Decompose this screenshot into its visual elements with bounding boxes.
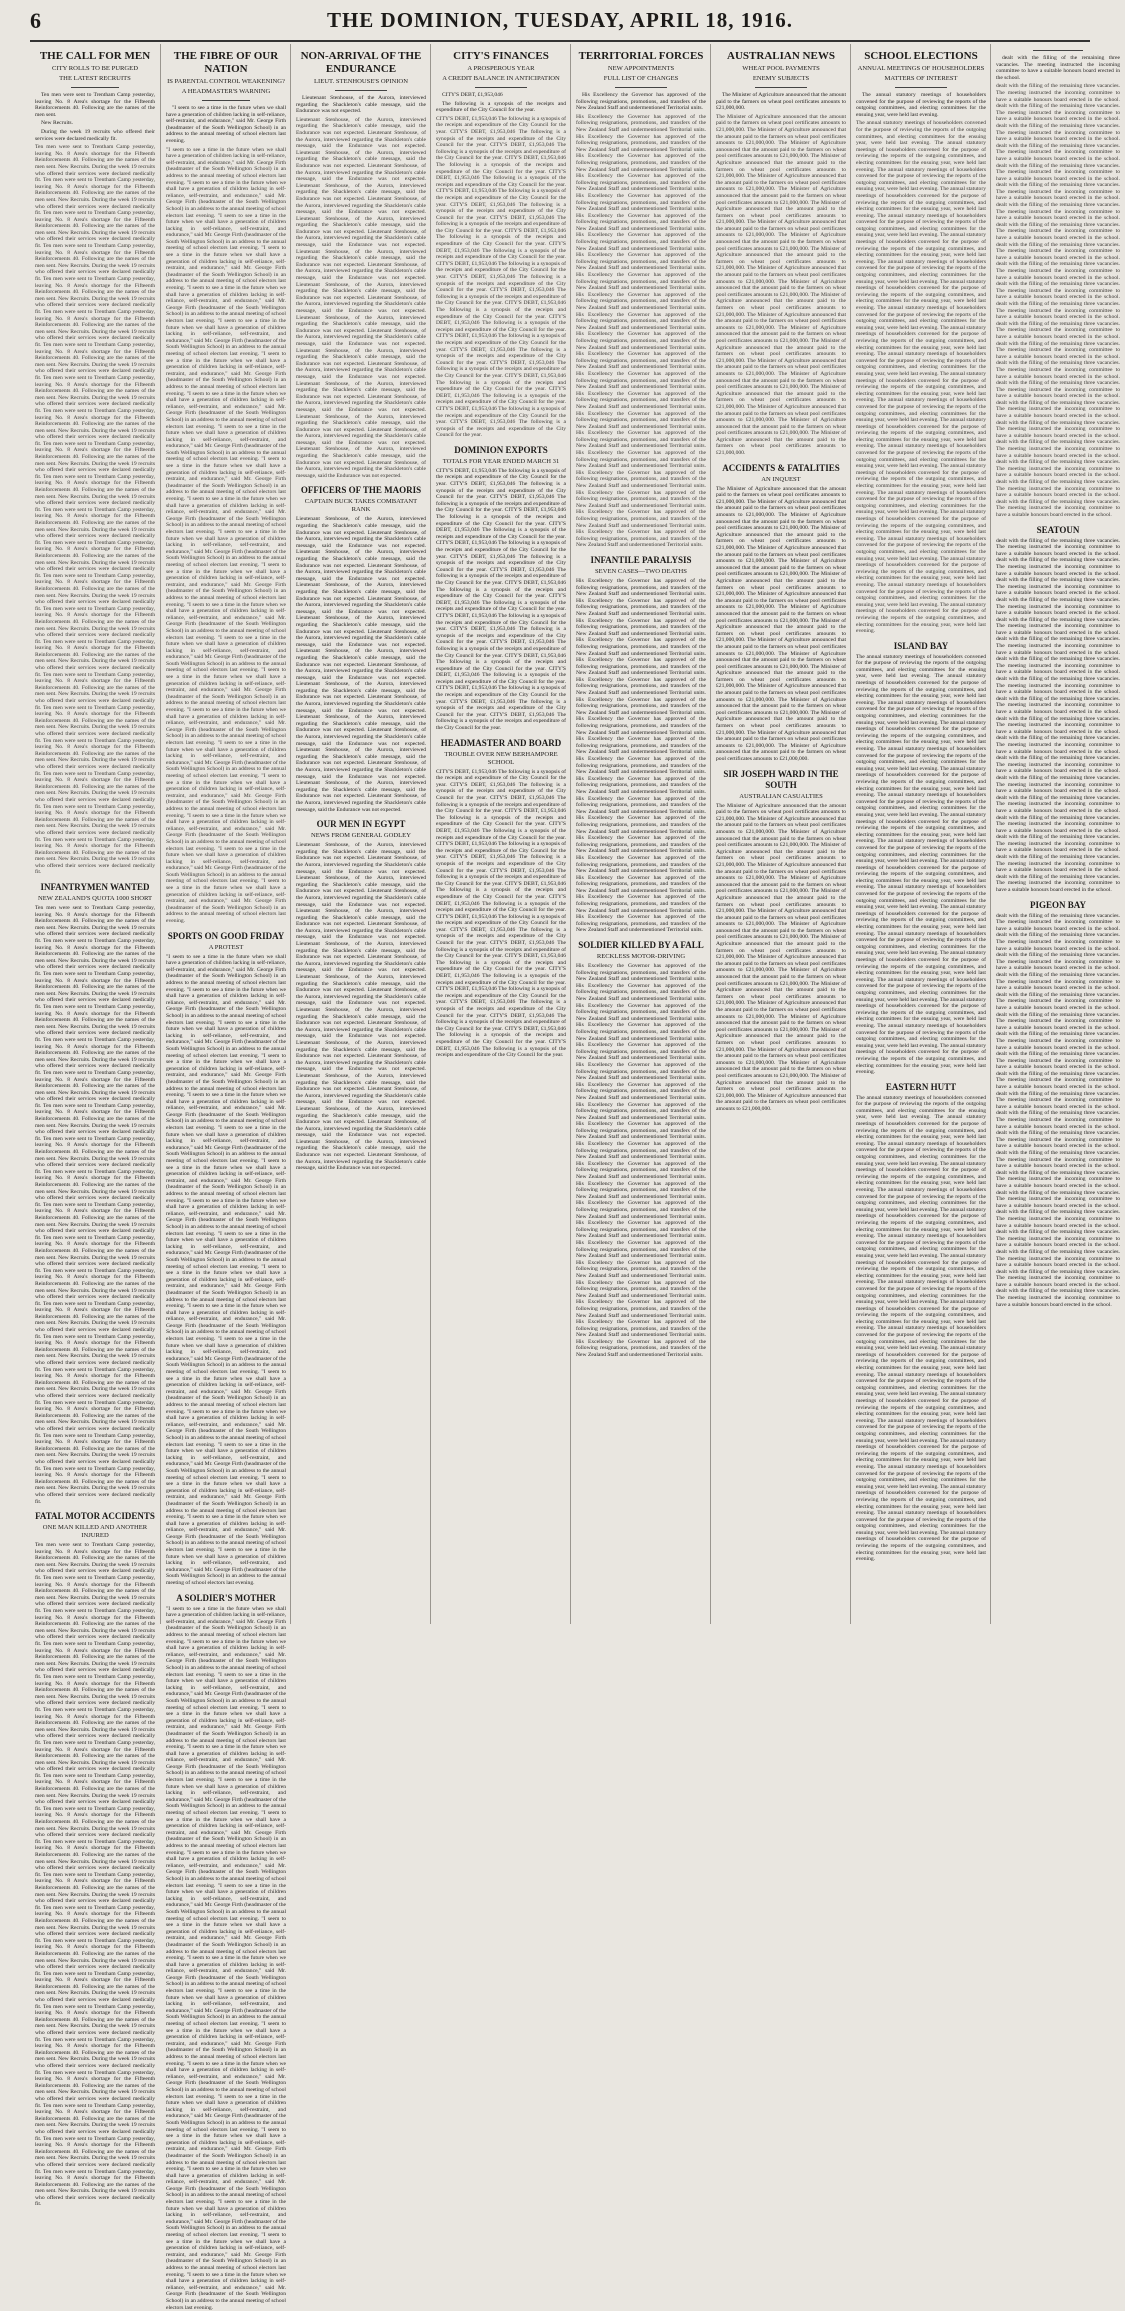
article-continuation: His Excellency the Governor has approved of the following resignations, promotions, and transfers of the New Zealand Staff and undermentioned Territorial units. His Excellency the Governor has approved of the following resignations, promotions, and transfers of the New Zealand Staff and undermentioned Territorial units. His Excellency the Governor has approved of the following resignations, promotions, and transfers of the New Zealand Staff and undermentioned Territorial units. His Excellency the Governor has approved of the following resignations, promotions, and transfers of the New Zealand Staff and undermentioned Territorial units. His Excellency the Governor has approved of the following resignations, promotions, and transfers of the New Zealand Staff and undermentioned Territorial units. His Excellency the Governor has approved of the following resignations, promotions, and transfers of the New Zealand Staff and undermentioned Territorial units. His Excellency the Governor has approved of the following resignations, promotions, and transfers of the New Zealand Staff and undermentioned Territorial units. His Excellency the Governor has approved of the following resignations, promotions, and transfers of the New Zealand Staff and undermentioned Territorial units. His Excellency the Governor has approved of the following resignations, promotions, and transfers of the New Zealand Staff and undermentioned Territorial units. His Excellency the Governor has approved of the following resignations, promotions, and transfers of the New Zealand Staff and undermentioned Territorial units. His Excellency the Governor has approved of the following resignations, promotions, and transfers of the New Zealand Staff and undermentioned Territorial units. His Excellency the Governor has approved of the following resignations, promotions, and transfers of the New Zealand Staff and undermentioned Territorial units. His Excellency the Governor has approved of the following resignations, promotions, and transfers of the New Zealand Staff and undermentioned Territorial units. His Excellency the Governor has approved of the following resignations, promotions, and transfers of the New Zealand Staff and undermentioned Territorial units. His Excellency the Governor has approved of the following resignations, promotions, and transfers of the New Zealand Staff and undermentioned Territorial units. His Excellency the Governor has approved of the following resignations, promotions, and transfers of the New Zealand Staff and undermentioned Territorial units. His Excellency the Governor has approved of the following resignations, promotions, and transfers of the New Zealand Staff and undermentioned Territorial units. His Excellency the Governor has approved of the following resignations, promotions, and transfers of the New Zealand Staff and undermentioned Territorial units. His Excellency the Governor has approved of the following resignations, promotions, and transfers of the New Zealand Staff and undermentioned Territorial units. His Excellency the Governor has approved of the following resignations, promotions, and transfers of the New Zealand Staff and undermentioned Territorial units. His Excellency the Governor has approved of the following resignations, promotions, and transfers of the New Zealand Staff and undermentioned Territorial units. His Excellency the Governor has approved of the following resignations, promotions, and transfers of the New Zealand Staff and undermentioned Territorial units. — [576, 113, 706, 549]
article-body-3: Lieutenant Stenhouse, of the Aurora, interviewed regarding the Shackleton's cable message, said the Endurance was not expected. Lieutenant Stenhouse, of the Aurora, interviewed regarding the Shackleton's cable message, said the Endurance was not expected. Lieutenant Stenhouse, of the Aurora, interviewed regarding the Shackleton's cable message, said the Endurance was not expected. Lieutenant Stenhouse, of the Aurora, interviewed regarding the Shackleton's cable message, said the Endurance was not expected. Lieutenant Stenhouse, of the Aurora, interviewed regarding the Shackleton's cable message, said the Endurance was not expected. Lieutenant Stenhouse, of the Aurora, interviewed regarding the Shackleton's cable message, said the Endurance was not expected. Lieutenant Stenhouse, of the Aurora, interviewed regarding the Shackleton's cable message, said the Endurance was not expected. Lieutenant Stenhouse, of the Aurora, interviewed regarding the Shackleton's cable message, said the Endurance was not expected. Lieutenant Stenhouse, of the Aurora, interviewed regarding the Shackleton's cable message, said the Endurance was not expected. Lieutenant Stenhouse, of the Aurora, interviewed regarding the Shackleton's cable message, said the Endurance was not expected. Lieutenant Stenhouse, of the Aurora, interviewed regarding the Shackleton's cable message, said the Endurance was not expected. Lieutenant Stenhouse, of the Aurora, interviewed regarding the Shackleton's cable message, said the Endurance was not expected. Lieutenant Stenhouse, of the Aurora, interviewed regarding the Shackleton's cable message, said the Endurance was not expected. Lieutenant Stenhouse, of the Aurora, interviewed regarding the Shackleton's cable message, said the Endurance was not expected. Lieutenant Stenhouse, of the Aurora, interviewed regarding the Shackleton's cable message, said the Endurance was not expected. Lieutenant Stenhouse, of the Aurora, interviewed regarding the Shackleton's cable message, said the Endurance was not expected. Lieutenant Stenhouse, of the Aurora, interviewed regarding the Shackleton's cable message, said the Endurance was not expected. Lieutenant Stenhouse, of the Aurora, interviewed regarding the Shackleton's cable message, said the Endurance was not expected. Lieutenant Stenhouse, of the Aurora, interviewed regarding the Shackleton's cable message, said the Endurance was not expected. Lieutenant Stenhouse, of the Aurora, interviewed regarding the Shackleton's cable message, said the Endurance was not expected. — [296, 842, 426, 1172]
article-body-3: "I seem to see a time in the future when we shall have a generation of children lacking in self-reliance, self-restraint, and endurance," said Mr. George Firth (headmaster of the South Wellington School) in an address to the annual meeting of school electors last evening. "I seem to see a time in the future when we shall have a generation of children lacking in self-reliance, self-restraint, and endurance," said Mr. George Firth (headmaster of the South Wellington School) in an address to the annual meeting of school electors last evening. "I seem to see a time in the future when we shall have a generation of children lacking in self-reliance, self-restraint, and endurance," said Mr. George Firth (headmaster of the South Wellington School) in an address to the annual meeting of school electors last evening. "I seem to see a time in the future when we shall have a generation of children lacking in self-reliance, self-restraint, and endurance," said Mr. George Firth (headmaster of the South Wellington School) in an address to the annual meeting of school electors last evening. "I seem to see a time in the future when we shall have a generation of children lacking in self-reliance, self-restraint, and endurance," said Mr. George Firth (headmaster of the South Wellington School) in an address to the annual meeting of school electors last evening. "I seem to see a time in the future when we shall have a generation of children lacking in self-reliance, self-restraint, and endurance," said Mr. George Firth (headmaster of the South Wellington School) in an address to the annual meeting of school electors last evening. "I seem to see a time in the future when we shall have a generation of children lacking in self-reliance, self-restraint, and endurance," said Mr. George Firth (headmaster of the South Wellington School) in an address to the annual meeting of school electors last evening. "I seem to see a time in the future when we shall have a generation of children lacking in self-reliance, self-restraint, and endurance," said Mr. George Firth (headmaster of the South Wellington School) in an address to the annual meeting of school electors last evening. "I seem to see a time in the future when we shall have a generation of children lacking in self-reliance, self-restraint, and endurance," said Mr. George Firth (headmaster of the South Wellington School) in an address to the annual meeting of school electors last evening. "I seem to see a time in the future when we shall have a generation of children lacking in self-reliance, self-restraint, and endurance," said Mr. George Firth (headmaster of the South Wellington School) in an address to the annual meeting of school electors last evening. "I seem to see a time in the future when we shall have a generation of children lacking in self-reliance, self-restraint, and endurance," said Mr. George Firth (headmaster of the South Wellington School) in an address to the annual meeting of school electors last evening. "I seem to see a time in the future when we shall have a generation of children lacking in self-reliance, self-restraint, and endurance," said Mr. George Firth (headmaster of the South Wellington School) in an address to the annual meeting of school electors last evening. "I seem to see a time in the future when we shall have a generation of children lacking in self-reliance, self-restraint, and endurance," said Mr. George Firth (headmaster of the South Wellington School) in an address to the annual meeting of school electors last evening. "I seem to see a time in the future when we shall have a generation of children lacking in self-reliance, self-restraint, and endurance," said Mr. George Firth (headmaster of the South Wellington School) in an address to the annual meeting of school electors last evening. "I seem to see a time in the future when we shall have a generation of children lacking in self-reliance, self-restraint, and endurance," said Mr. George Firth (headmaster of the South Wellington School) in an address to the annual meeting of school electors last evening. "I seem to see a time in the future when we shall have a generation of children lacking in self-reliance, self-restraint, and endurance," said Mr. George Firth (headmaster of the South Wellington School) in an address to the annual meeting of school electors last evening. "I seem to see a time in the future when we shall have a generation of children lacking in self-reliance, self-restraint, and endurance," said Mr. George Firth (headmaster of the South Wellington School) in an address to the annual meeting of school electors last evening. "I seem to see a time in the future when we shall have a generation of children lacking in self-reliance, self-restraint, and endurance," said Mr. George Firth (headmaster of the South Wellington School) in an address to the annual meeting of school electors last evening. "I seem to see a time in the future when we shall have a generation of children lacking in self-reliance, self-restraint, and endurance," said Mr. George Firth (headmaster of the South Wellington School) in an address to the annual meeting of school electors last evening. "I seem to see a time in the future when we shall have a generation of children lacking in self-reliance, self-restraint, and endurance," said Mr. George Firth (headmaster of the South Wellington School) in an address to the annual meeting of school electors last evening. — [166, 1605, 286, 2311]
article-body — [296, 95, 426, 115]
rule — [475, 87, 527, 88]
headline-3: HEADMASTER AND BOARD — [440, 737, 562, 748]
headline-2: OFFICERS OF THE MAORIS — [300, 485, 422, 496]
article-body-3: Ten men were sent to Trentham Camp yesterday, leaving No. 8 Area's shortage for the Fifteenth Reinforcements 40. Following are the names of the men sent. New Recruits. During the week 19 recruits who offered their services were declared medically fit. Ten men were sent to Trentham Camp yesterday, leaving No. 8 Area's shortage for the Fifteenth Reinforcements 40. Following are the names of the men sent. New Recruits. During the week 19 recruits who offered their services were declared medically fit. Ten men were sent to Trentham Camp yesterday, leaving No. 8 Area's shortage for the Fifteenth Reinforcements 40. Following are the names of the men sent. New Recruits. During the week 19 recruits who offered their services were declared medically fit. Ten men were sent to Trentham Camp yesterday, leaving No. 8 Area's shortage for the Fifteenth Reinforcements 40. Following are the names of the men sent. New Recruits. During the week 19 recruits who offered their services were declared medically fit. Ten men were sent to Trentham Camp yesterday, leaving No. 8 Area's shortage for the Fifteenth Reinforcements 40. Following are the names of the men sent. New Recruits. During the week 19 recruits who offered their services were declared medically fit. Ten men were sent to Trentham Camp yesterday, leaving No. 8 Area's shortage for the Fifteenth Reinforcements 40. Following are the names of the men sent. New Recruits. During the week 19 recruits who offered their services were declared medically fit. Ten men were sent to Trentham Camp yesterday, leaving No. 8 Area's shortage for the Fifteenth Reinforcements 40. Following are the names of the men sent. New Recruits. During the week 19 recruits who offered their services were declared medically fit. Ten men were sent to Trentham Camp yesterday, leaving No. 8 Area's shortage for the Fifteenth Reinforcements 40. Following are the names of the men sent. New Recruits. During the week 19 recruits who offered their services were declared medically fit. Ten men were sent to Trentham Camp yesterday, leaving No. 8 Area's shortage for the Fifteenth Reinforcements 40. Following are the names of the men sent. New Recruits. During the week 19 recruits who offered their services were declared medically fit. Ten men were sent to Trentham Camp yesterday, leaving No. 8 Area's shortage for the Fifteenth Reinforcements 40. Following are the names of the men sent. New Recruits. During the week 19 recruits who offered their services were declared medically fit. Ten men were sent to Trentham Camp yesterday, leaving No. 8 Area's shortage for the Fifteenth Reinforcements 40. Following are the names of the men sent. New Recruits. During the week 19 recruits who offered their services were declared medically fit. Ten men were sent to Trentham Camp yesterday, leaving No. 8 Area's shortage for the Fifteenth Reinforcements 40. Following are the names of the men sent. New Recruits. During the week 19 recruits who offered their services were declared medically fit. Ten men were sent to Trentham Camp yesterday, leaving No. 8 Area's shortage for the Fifteenth Reinforcements 40. Following are the names of the men sent. New Recruits. During the week 19 recruits who offered their services were declared medically fit. Ten men were sent to Trentham Camp yesterday, leaving No. 8 Area's shortage for the Fifteenth Reinforcements 40. Following are the names of the men sent. New Recruits. During the week 19 recruits who offered their services were declared medically fit. Ten men were sent to Trentham Camp yesterday, leaving No. 8 Area's shortage for the Fifteenth Reinforcements 40. Following are the names of the men sent. New Recruits. During the week 19 recruits who offered their services were declared medically fit. Ten men were sent to Trentham Camp yesterday, leaving No. 8 Area's shortage for the Fifteenth Reinforcements 40. Following are the names of the men sent. New Recruits. During the week 19 recruits who offered their services were declared medically fit. Ten men were sent to Trentham Camp yesterday, leaving No. 8 Area's shortage for the Fifteenth Reinforcements 40. Following are the names of the men sent. New Recruits. During the week 19 recruits who offered their services were declared medically fit. Ten men were sent to Trentham Camp yesterday, leaving No. 8 Area's shortage for the Fifteenth Reinforcements 40. Following are the names of the men sent. New Recruits. During the week 19 recruits who offered their services were declared medically fit. Ten men were sent to Trentham Camp yesterday, leaving No. 8 Area's shortage for the Fifteenth Reinforcements 40. Following are the names of the men sent. New Recruits. During the week 19 recruits who offered their services were declared medically fit. Ten men were sent to Trentham Camp yesterday, leaving No. 8 Area's shortage for the Fifteenth Reinforcements 40. Following are the names of the men sent. New Recruits. During the week 19 recruits who offered their services were declared medically fit. — [35, 1542, 155, 2208]
rule — [335, 90, 387, 91]
article-body-3: His Excellency the Governor has approved of the following resignations, promotions, and transfers of the New Zealand Staff and undermentioned Territorial units. His Excellency the Governor has approved of the following resignations, promotions, and transfers of the New Zealand Staff and undermentioned Territorial units. His Excellency the Governor has approved of the following resignations, promotions, and transfers of the New Zealand Staff and undermentioned Territorial units. His Excellency the Governor has approved of the following resignations, promotions, and transfers of the New Zealand Staff and undermentioned Territorial units. His Excellency the Governor has approved of the following resignations, promotions, and transfers of the New Zealand Staff and undermentioned Territorial units. His Excellency the Governor has approved of the following resignations, promotions, and transfers of the New Zealand Staff and undermentioned Territorial units. His Excellency the Governor has approved of the following resignations, promotions, and transfers of the New Zealand Staff and undermentioned Territorial units. His Excellency the Governor has approved of the following resignations, promotions, and transfers of the New Zealand Staff and undermentioned Territorial units. His Excellency the Governor has approved of the following resignations, promotions, and transfers of the New Zealand Staff and undermentioned Territorial units. His Excellency the Governor has approved of the following resignations, promotions, and transfers of the New Zealand Staff and undermentioned Territorial units. His Excellency the Governor has approved of the following resignations, promotions, and transfers of the New Zealand Staff and undermentioned Territorial units. His Excellency the Governor has approved of the following resignations, promotions, and transfers of the New Zealand Staff and undermentioned Territorial units. His Excellency the Governor has approved of the following resignations, promotions, and transfers of the New Zealand Staff and undermentioned Territorial units. His Excellency the Governor has approved of the following resignations, promotions, and transfers of the New Zealand Staff and undermentioned Territorial units. His Excellency the Governor has approved of the following resignations, promotions, and transfers of the New Zealand Staff and undermentioned Territorial units. His Excellency the Governor has approved of the following resignations, promotions, and transfers of the New Zealand Staff and undermentioned Territorial units. His Excellency the Governor has approved of the following resignations, promotions, and transfers of the New Zealand Staff and undermentioned Territorial units. His Excellency the Governor has approved of the following resignations, promotions, and transfers of the New Zealand Staff and undermentioned Territorial units. His Excellency the Governor has approved of the following resignations, promotions, and transfers of the New Zealand Staff and undermentioned Territorial units. His Excellency the Governor has approved of the following resignations, promotions, and transfers of the New Zealand Staff and undermentioned Territorial units. — [576, 963, 706, 1359]
subhead: A CREDIT BALANCE IN ANTICIPATION — [442, 75, 560, 82]
paragraph: His Excellency the Governor has approved of the following resignations, promotions, and transfers of the New Zealand Staff and undermentioned Territorial units. — [576, 92, 706, 112]
column-1 — [30, 44, 160, 2208]
deck-2: TOTALS FOR YEAR ENDED MARCH 31 — [442, 457, 560, 465]
article-body — [35, 92, 155, 142]
headline-3: SIR JOSEPH WARD IN THE SOUTH — [723, 768, 839, 790]
headline-3: OUR MEN IN EGYPT — [316, 819, 406, 830]
article-body-3: The Minister of Agriculture announced that the amount paid to the farmers on wheat pool certificates amounts to £21,000,000. The Minister of Agriculture announced that the amount paid to the farmers on wheat pool certificates amounts to £21,000,000. The Minister of Agriculture announced that the amount paid to the farmers on wheat pool certificates amounts to £21,000,000. The Minister of Agriculture announced that the amount paid to the farmers on wheat pool certificates amounts to £21,000,000. The Minister of Agriculture announced that the amount paid to the farmers on wheat pool certificates amounts to £21,000,000. The Minister of Agriculture announced that the amount paid to the farmers on wheat pool certificates amounts to £21,000,000. The Minister of Agriculture announced that the amount paid to the farmers on wheat pool certificates amounts to £21,000,000. The Minister of Agriculture announced that the amount paid to the farmers on wheat pool certificates amounts to £21,000,000. The Minister of Agriculture announced that the amount paid to the farmers on wheat pool certificates amounts to £21,000,000. The Minister of Agriculture announced that the amount paid to the farmers on wheat pool certificates amounts to £21,000,000. The Minister of Agriculture announced that the amount paid to the farmers on wheat pool certificates amounts to £21,000,000. The Minister of Agriculture announced that the amount paid to the farmers on wheat pool certificates amounts to £21,000,000. The Minister of Agriculture announced that the amount paid to the farmers on wheat pool certificates amounts to £21,000,000. The Minister of Agriculture announced that the amount paid to the farmers on wheat pool certificates amounts to £21,000,000. The Minister of Agriculture announced that the amount paid to the farmers on wheat pool certificates amounts to £21,000,000. The Minister of Agriculture announced that the amount paid to the farmers on wheat pool certificates amounts to £21,000,000. The Minister of Agriculture announced that the amount paid to the farmers on wheat pool certificates amounts to £21,000,000. The Minister of Agriculture announced that the amount paid to the farmers on wheat pool certificates amounts to £21,000,000. The Minister of Agriculture announced that the amount paid to the farmers on wheat pool certificates amounts to £21,000,000. The Minister of Agriculture announced that the amount paid to the farmers on wheat pool certificates amounts to £21,000,000. — [716, 802, 846, 1112]
article-body-2: Lieutenant Stenhouse, of the Aurora, interviewed regarding the Shackleton's cable message, said the Endurance was not expected. Lieutenant Stenhouse, of the Aurora, interviewed regarding the Shackleton's cable message, said the Endurance was not expected. Lieutenant Stenhouse, of the Aurora, interviewed regarding the Shackleton's cable message, said the Endurance was not expected. Lieutenant Stenhouse, of the Aurora, interviewed regarding the Shackleton's cable message, said the Endurance was not expected. Lieutenant Stenhouse, of the Aurora, interviewed regarding the Shackleton's cable message, said the Endurance was not expected. Lieutenant Stenhouse, of the Aurora, interviewed regarding the Shackleton's cable message, said the Endurance was not expected. Lieutenant Stenhouse, of the Aurora, interviewed regarding the Shackleton's cable message, said the Endurance was not expected. Lieutenant Stenhouse, of the Aurora, interviewed regarding the Shackleton's cable message, said the Endurance was not expected. Lieutenant Stenhouse, of the Aurora, interviewed regarding the Shackleton's cable message, said the Endurance was not expected. Lieutenant Stenhouse, of the Aurora, interviewed regarding the Shackleton's cable message, said the Endurance was not expected. Lieutenant Stenhouse, of the Aurora, interviewed regarding the Shackleton's cable message, said the Endurance was not expected. Lieutenant Stenhouse, of the Aurora, interviewed regarding the Shackleton's cable message, said the Endurance was not expected. Lieutenant Stenhouse, of the Aurora, interviewed regarding the Shackleton's cable message, said the Endurance was not expected. Lieutenant Stenhouse, of the Aurora, interviewed regarding the Shackleton's cable message, said the Endurance was not expected. Lieutenant Stenhouse, of the Aurora, interviewed regarding the Shackleton's cable message, said the Endurance was not expected. Lieutenant Stenhouse, of the Aurora, interviewed regarding the Shackleton's cable message, said the Endurance was not expected. Lieutenant Stenhouse, of the Aurora, interviewed regarding the Shackleton's cable message, said the Endurance was not expected. Lieutenant Stenhouse, of the Aurora, interviewed regarding the Shackleton's cable message, said the Endurance was not expected. — [296, 516, 426, 813]
article-body-2: "I seem to see a time in the future when we shall have a generation of children lacking in self-reliance, self-restraint, and endurance," said Mr. George Firth (headmaster of the South Wellington School) in an address to the annual meeting of school electors last evening. "I seem to see a time in the future when we shall have a generation of children lacking in self-reliance, self-restraint, and endurance," said Mr. George Firth (headmaster of the South Wellington School) in an address to the annual meeting of school electors last evening. "I seem to see a time in the future when we shall have a generation of children lacking in self-reliance, self-restraint, and endurance," said Mr. George Firth (headmaster of the South Wellington School) in an address to the annual meeting of school electors last evening. "I seem to see a time in the future when we shall have a generation of children lacking in self-reliance, self-restraint, and endurance," said Mr. George Firth (headmaster of the South Wellington School) in an address to the annual meeting of school electors last evening. "I seem to see a time in the future when we shall have a generation of children lacking in self-reliance, self-restraint, and endurance," said Mr. George Firth (headmaster of the South Wellington School) in an address to the annual meeting of school electors last evening. "I seem to see a time in the future when we shall have a generation of children lacking in self-reliance, self-restraint, and endurance," said Mr. George Firth (headmaster of the South Wellington School) in an address to the annual meeting of school electors last evening. "I seem to see a time in the future when we shall have a generation of children lacking in self-reliance, self-restraint, and endurance," said Mr. George Firth (headmaster of the South Wellington School) in an address to the annual meeting of school electors last evening. "I seem to see a time in the future when we shall have a generation of children lacking in self-reliance, self-restraint, and endurance," said Mr. George Firth (headmaster of the South Wellington School) in an address to the annual meeting of school electors last evening. "I seem to see a time in the future when we shall have a generation of children lacking in self-reliance, self-restraint, and endurance," said Mr. George Firth (headmaster of the South Wellington School) in an address to the annual meeting of school electors last evening. "I seem to see a time in the future when we shall have a generation of children lacking in self-reliance, self-restraint, and endurance," said Mr. George Firth (headmaster of the South Wellington School) in an address to the annual meeting of school electors last evening. "I seem to see a time in the future when we shall have a generation of children lacking in self-reliance, self-restraint, and endurance," said Mr. George Firth (headmaster of the South Wellington School) in an address to the annual meeting of school electors last evening. "I seem to see a time in the future when we shall have a generation of children lacking in self-reliance, self-restraint, and endurance," said Mr. George Firth (headmaster of the South Wellington School) in an address to the annual meeting of school electors last evening. "I seem to see a time in the future when we shall have a generation of children lacking in self-reliance, self-restraint, and endurance," said Mr. George Firth (headmaster of the South Wellington School) in an address to the annual meeting of school electors last evening. "I seem to see a time in the future when we shall have a generation of children lacking in self-reliance, self-restraint, and endurance," said Mr. George Firth (headmaster of the South Wellington School) in an address to the annual meeting of school electors last evening. "I seem to see a time in the future when we shall have a generation of children lacking in self-reliance, self-restraint, and endurance," said Mr. George Firth (headmaster of the South Wellington School) in an address to the annual meeting of school electors last evening. "I seem to see a time in the future when we shall have a generation of children lacking in self-reliance, self-restraint, and endurance," said Mr. George Firth (headmaster of the South Wellington School) in an address to the annual meeting of school electors last evening. "I seem to see a time in the future when we shall have a generation of children lacking in self-reliance, self-restraint, and endurance," said Mr. George Firth (headmaster of the South Wellington School) in an address to the annual meeting of school electors last evening. "I seem to see a time in the future when we shall have a generation of children lacking in self-reliance, self-restraint, and endurance," said Mr. George Firth (headmaster of the South Wellington School) in an address to the annual meeting of school electors last evening. — [166, 953, 286, 1587]
paragraph: CITY'S DEBT, £1,953,046 — [442, 92, 503, 98]
rule — [615, 87, 667, 88]
headline: THE CALL FOR MEN — [39, 50, 151, 62]
article-continuation: "I seem to see a time in the future when we shall have a generation of children lacking in self-reliance, self-restraint, and endurance," said Mr. George Firth (headmaster of the South Wellington School) in an address to the annual meeting of school electors last evening. "I seem to see a time in the future when we shall have a generation of children lacking in self-reliance, self-restraint, and endurance," said Mr. George Firth (headmaster of the South Wellington School) in an address to the annual meeting of school electors last evening. "I seem to see a time in the future when we shall have a generation of children lacking in self-reliance, self-restraint, and endurance," said Mr. George Firth (headmaster of the South Wellington School) in an address to the annual meeting of school electors last evening. "I seem to see a time in the future when we shall have a generation of children lacking in self-reliance, self-restraint, and endurance," said Mr. George Firth (headmaster of the South Wellington School) in an address to the annual meeting of school electors last evening. "I seem to see a time in the future when we shall have a generation of children lacking in self-reliance, self-restraint, and endurance," said Mr. George Firth (headmaster of the South Wellington School) in an address to the annual meeting of school electors last evening. "I seem to see a time in the future when we shall have a generation of children lacking in self-reliance, self-restraint, and endurance," said Mr. George Firth (headmaster of the South Wellington School) in an address to the annual meeting of school electors last evening. "I seem to see a time in the future when we shall have a generation of children lacking in self-reliance, self-restraint, and endurance," said Mr. George Firth (headmaster of the South Wellington School) in an address to the annual meeting of school electors last evening. "I seem to see a time in the future when we shall have a generation of children lacking in self-reliance, self-restraint, and endurance," said Mr. George Firth (headmaster of the South Wellington School) in an address to the annual meeting of school electors last evening. "I seem to see a time in the future when we shall have a generation of children lacking in self-reliance, self-restraint, and endurance," said Mr. George Firth (headmaster of the South Wellington School) in an address to the annual meeting of school electors last evening. "I seem to see a time in the future when we shall have a generation of children lacking in self-reliance, self-restraint, and endurance," said Mr. George Firth (headmaster of the South Wellington School) in an address to the annual meeting of school electors last evening. "I seem to see a time in the future when we shall have a generation of children lacking in self-reliance, self-restraint, and endurance," said Mr. George Firth (headmaster of the South Wellington School) in an address to the annual meeting of school electors last evening. "I seem to see a time in the future when we shall have a generation of children lacking in self-reliance, self-restraint, and endurance," said Mr. George Firth (headmaster of the South Wellington School) in an address to the annual meeting of school electors last evening. "I seem to see a time in the future when we shall have a generation of children lacking in self-reliance, self-restraint, and endurance," said Mr. George Firth (headmaster of the South Wellington School) in an address to the annual meeting of school electors last evening. "I seem to see a time in the future when we shall have a generation of children lacking in self-reliance, self-restraint, and endurance," said Mr. George Firth (headmaster of the South Wellington School) in an address to the annual meeting of school electors last evening. "I seem to see a time in the future when we shall have a generation of children lacking in self-reliance, self-restraint, and endurance," said Mr. George Firth (headmaster of the South Wellington School) in an address to the annual meeting of school electors last evening. "I seem to see a time in the future when we shall have a generation of children lacking in self-reliance, self-restraint, and endurance," said Mr. George Firth (headmaster of the South Wellington School) in an address to the annual meeting of school electors last evening. "I seem to see a time in the future when we shall have a generation of children lacking in self-reliance, self-restraint, and endurance," said Mr. George Firth (headmaster of the South Wellington School) in an address to the annual meeting of school electors last evening. "I seem to see a time in the future when we shall have a generation of children lacking in self-reliance, self-restraint, and endurance," said Mr. George Firth (headmaster of the South Wellington School) in an address to the annual meeting of school electors last evening. "I seem to see a time in the future when we shall have a generation of children lacking in self-reliance, self-restraint, and endurance," said Mr. George Firth (headmaster of the South Wellington School) in an address to the annual meeting of school electors last evening. "I seem to see a time in the future when we shall have a generation of children lacking in self-reliance, self-restraint, and endurance," said Mr. George Firth (headmaster of the South Wellington School) in an address to the annual meeting of school electors last evening. "I seem to see a time in the future when we shall have a generation of children lacking in self-reliance, self-restraint, and endurance," said Mr. George Firth (headmaster of the South Wellington School) in an address to the annual meeting of school electors last evening. "I seem to see a time in the future when we shall have a generation of children lacking in self-reliance, self-restraint, and endurance," said Mr. George Firth (headmaster of the South Wellington School) in an address to the annual meeting of school electors last evening. — [166, 146, 286, 925]
deck-2: AN INQUEST — [761, 475, 801, 483]
masthead — [30, 6, 1090, 42]
paragraph: New Recruits. — [41, 120, 74, 127]
article-body — [856, 92, 986, 118]
headline-3: FATAL MOTOR ACCIDENTS — [35, 1511, 155, 1522]
column-2 — [160, 44, 291, 2311]
headline: CITY'S FINANCES — [453, 50, 549, 62]
article-body-2: dealt with the filling of the remaining three vacancies. The meeting instructed the incoming committee to have a suitable honours board erected in the school. dealt with the filling of the remaining three vacancies. The meeting instructed the incoming committee to have a suitable honours board erected in the school. dealt with the filling of the remaining three vacancies. The meeting instructed the incoming committee to have a suitable honours board erected in the school. dealt with the filling of the remaining three vacancies. The meeting instructed the incoming committee to have a suitable honours board erected in the school. dealt with the filling of the remaining three vacancies. The meeting instructed the incoming committee to have a suitable honours board erected in the school. dealt with the filling of the remaining three vacancies. The meeting instructed the incoming committee to have a suitable honours board erected in the school. dealt with the filling of the remaining three vacancies. The meeting instructed the incoming committee to have a suitable honours board erected in the school. dealt with the filling of the remaining three vacancies. The meeting instructed the incoming committee to have a suitable honours board erected in the school. dealt with the filling of the remaining three vacancies. The meeting instructed the incoming committee to have a suitable honours board erected in the school. dealt with the filling of the remaining three vacancies. The meeting instructed the incoming committee to have a suitable honours board erected in the school. dealt with the filling of the remaining three vacancies. The meeting instructed the incoming committee to have a suitable honours board erected in the school. dealt with the filling of the remaining three vacancies. The meeting instructed the incoming committee to have a suitable honours board erected in the school. dealt with the filling of the remaining three vacancies. The meeting instructed the incoming committee to have a suitable honours board erected in the school. dealt with the filling of the remaining three vacancies. The meeting instructed the incoming committee to have a suitable honours board erected in the school. dealt with the filling of the remaining three vacancies. The meeting instructed the incoming committee to have a suitable honours board erected in the school. dealt with the filling of the remaining three vacancies. The meeting instructed the incoming committee to have a suitable honours board erected in the school. dealt with the filling of the remaining three vacancies. The meeting instructed the incoming committee to have a suitable honours board erected in the school. dealt with the filling of the remaining three vacancies. The meeting instructed the incoming committee to have a suitable honours board erected in the school. — [996, 537, 1120, 894]
deck: WHEAT POOL PAYMENTS — [742, 65, 820, 72]
article-body-2: His Excellency the Governor has approved of the following resignations, promotions, and transfers of the New Zealand Staff and undermentioned Territorial units. His Excellency the Governor has approved of the following resignations, promotions, and transfers of the New Zealand Staff and undermentioned Territorial units. His Excellency the Governor has approved of the following resignations, promotions, and transfers of the New Zealand Staff and undermentioned Territorial units. His Excellency the Governor has approved of the following resignations, promotions, and transfers of the New Zealand Staff and undermentioned Territorial units. His Excellency the Governor has approved of the following resignations, promotions, and transfers of the New Zealand Staff and undermentioned Territorial units. His Excellency the Governor has approved of the following resignations, promotions, and transfers of the New Zealand Staff and undermentioned Territorial units. His Excellency the Governor has approved of the following resignations, promotions, and transfers of the New Zealand Staff and undermentioned Territorial units. His Excellency the Governor has approved of the following resignations, promotions, and transfers of the New Zealand Staff and undermentioned Territorial units. His Excellency the Governor has approved of the following resignations, promotions, and transfers of the New Zealand Staff and undermentioned Territorial units. His Excellency the Governor has approved of the following resignations, promotions, and transfers of the New Zealand Staff and undermentioned Territorial units. His Excellency the Governor has approved of the following resignations, promotions, and transfers of the New Zealand Staff and undermentioned Territorial units. His Excellency the Governor has approved of the following resignations, promotions, and transfers of the New Zealand Staff and undermentioned Territorial units. His Excellency the Governor has approved of the following resignations, promotions, and transfers of the New Zealand Staff and undermentioned Territorial units. His Excellency the Governor has approved of the following resignations, promotions, and transfers of the New Zealand Staff and undermentioned Territorial units. His Excellency the Governor has approved of the following resignations, promotions, and transfers of the New Zealand Staff and undermentioned Territorial units. His Excellency the Governor has approved of the following resignations, promotions, and transfers of the New Zealand Staff and undermentioned Territorial units. His Excellency the Governor has approved of the following resignations, promotions, and transfers of the New Zealand Staff and undermentioned Territorial units. His Excellency the Governor has approved of the following resignations, promotions, and transfers of the New Zealand Staff and undermentioned Territorial units. — [576, 577, 706, 934]
article-continuation: Lieutenant Stenhouse, of the Aurora, interviewed regarding the Shackleton's cable message, said the Endurance was not expected. Lieutenant Stenhouse, of the Aurora, interviewed regarding the Shackleton's cable message, said the Endurance was not expected. Lieutenant Stenhouse, of the Aurora, interviewed regarding the Shackleton's cable message, said the Endurance was not expected. Lieutenant Stenhouse, of the Aurora, interviewed regarding the Shackleton's cable message, said the Endurance was not expected. Lieutenant Stenhouse, of the Aurora, interviewed regarding the Shackleton's cable message, said the Endurance was not expected. Lieutenant Stenhouse, of the Aurora, interviewed regarding the Shackleton's cable message, said the Endurance was not expected. Lieutenant Stenhouse, of the Aurora, interviewed regarding the Shackleton's cable message, said the Endurance was not expected. Lieutenant Stenhouse, of the Aurora, interviewed regarding the Shackleton's cable message, said the Endurance was not expected. Lieutenant Stenhouse, of the Aurora, interviewed regarding the Shackleton's cable message, said the Endurance was not expected. Lieutenant Stenhouse, of the Aurora, interviewed regarding the Shackleton's cable message, said the Endurance was not expected. Lieutenant Stenhouse, of the Aurora, interviewed regarding the Shackleton's cable message, said the Endurance was not expected. Lieutenant Stenhouse, of the Aurora, interviewed regarding the Shackleton's cable message, said the Endurance was not expected. Lieutenant Stenhouse, of the Aurora, interviewed regarding the Shackleton's cable message, said the Endurance was not expected. Lieutenant Stenhouse, of the Aurora, interviewed regarding the Shackleton's cable message, said the Endurance was not expected. Lieutenant Stenhouse, of the Aurora, interviewed regarding the Shackleton's cable message, said the Endurance was not expected. Lieutenant Stenhouse, of the Aurora, interviewed regarding the Shackleton's cable message, said the Endurance was not expected. Lieutenant Stenhouse, of the Aurora, interviewed regarding the Shackleton's cable message, said the Endurance was not expected. Lieutenant Stenhouse, of the Aurora, interviewed regarding the Shackleton's cable message, said the Endurance was not expected. Lieutenant Stenhouse, of the Aurora, interviewed regarding the Shackleton's cable message, said the Endurance was not expected. Lieutenant Stenhouse, of the Aurora, interviewed regarding the Shackleton's cable message, said the Endurance was not expected. Lieutenant Stenhouse, of the Aurora, interviewed regarding the Shackleton's cable message, said the Endurance was not expected. Lieutenant Stenhouse, of the Aurora, interviewed regarding the Shackleton's cable message, said the Endurance was not expected. — [296, 116, 426, 479]
paragraph: During the week 19 recruits who offered their services were declared medically fit. — [35, 128, 155, 142]
headline: TERRITORIAL FORCES — [578, 50, 704, 62]
headline: SCHOOL ELECTIONS — [864, 50, 978, 62]
deck: ANNUAL MEETINGS OF HOUSEHOLDERS — [857, 65, 985, 72]
article-body-2: The Minister of Agriculture announced that the amount paid to the farmers on wheat pool certificates amounts to £21,000,000. The Minister of Agriculture announced that the amount paid to the farmers on wheat pool certificates amounts to £21,000,000. The Minister of Agriculture announced that the amount paid to the farmers on wheat pool certificates amounts to £21,000,000. The Minister of Agriculture announced that the amount paid to the farmers on wheat pool certificates amounts to £21,000,000. The Minister of Agriculture announced that the amount paid to the farmers on wheat pool certificates amounts to £21,000,000. The Minister of Agriculture announced that the amount paid to the farmers on wheat pool certificates amounts to £21,000,000. The Minister of Agriculture announced that the amount paid to the farmers on wheat pool certificates amounts to £21,000,000. The Minister of Agriculture announced that the amount paid to the farmers on wheat pool certificates amounts to £21,000,000. The Minister of Agriculture announced that the amount paid to the farmers on wheat pool certificates amounts to £21,000,000. The Minister of Agriculture announced that the amount paid to the farmers on wheat pool certificates amounts to £21,000,000. The Minister of Agriculture announced that the amount paid to the farmers on wheat pool certificates amounts to £21,000,000. The Minister of Agriculture announced that the amount paid to the farmers on wheat pool certificates amounts to £21,000,000. The Minister of Agriculture announced that the amount paid to the farmers on wheat pool certificates amounts to £21,000,000. The Minister of Agriculture announced that the amount paid to the farmers on wheat pool certificates amounts to £21,000,000. The Minister of Agriculture announced that the amount paid to the farmers on wheat pool certificates amounts to £21,000,000. The Minister of Agriculture announced that the amount paid to the farmers on wheat pool certificates amounts to £21,000,000. The Minister of Agriculture announced that the amount paid to the farmers on wheat pool certificates amounts to £21,000,000. The Minister of Agriculture announced that the amount paid to the farmers on wheat pool certificates amounts to £21,000,000. — [716, 485, 846, 762]
headline-3: PIGEON BAY — [1030, 899, 1086, 910]
headline: AUSTRALIAN NEWS — [727, 50, 835, 62]
deck-3: RECKLESS MOTOR-DRIVING — [596, 953, 686, 961]
rule — [895, 87, 947, 88]
deck-3: TROUBLE OVER NEW BERHAMPORE SCHOOL — [444, 750, 558, 766]
article-body — [166, 105, 286, 145]
deck-2: SEVEN CASES—TWO DEATHS — [595, 567, 687, 575]
article-continuation: Ten men were sent to Trentham Camp yesterday, leaving No. 8 Area's shortage for the Fifteenth Reinforcements 40. Following are the names of the men sent. New Recruits. During the week 19 recruits who offered their services were declared medically fit. Ten men were sent to Trentham Camp yesterday, leaving No. 8 Area's shortage for the Fifteenth Reinforcements 40. Following are the names of the men sent. New Recruits. During the week 19 recruits who offered their services were declared medically fit. Ten men were sent to Trentham Camp yesterday, leaving No. 8 Area's shortage for the Fifteenth Reinforcements 40. Following are the names of the men sent. New Recruits. During the week 19 recruits who offered their services were declared medically fit. Ten men were sent to Trentham Camp yesterday, leaving No. 8 Area's shortage for the Fifteenth Reinforcements 40. Following are the names of the men sent. New Recruits. During the week 19 recruits who offered their services were declared medically fit. Ten men were sent to Trentham Camp yesterday, leaving No. 8 Area's shortage for the Fifteenth Reinforcements 40. Following are the names of the men sent. New Recruits. During the week 19 recruits who offered their services were declared medically fit. Ten men were sent to Trentham Camp yesterday, leaving No. 8 Area's shortage for the Fifteenth Reinforcements 40. Following are the names of the men sent. New Recruits. During the week 19 recruits who offered their services were declared medically fit. Ten men were sent to Trentham Camp yesterday, leaving No. 8 Area's shortage for the Fifteenth Reinforcements 40. Following are the names of the men sent. New Recruits. During the week 19 recruits who offered their services were declared medically fit. Ten men were sent to Trentham Camp yesterday, leaving No. 8 Area's shortage for the Fifteenth Reinforcements 40. Following are the names of the men sent. New Recruits. During the week 19 recruits who offered their services were declared medically fit. Ten men were sent to Trentham Camp yesterday, leaving No. 8 Area's shortage for the Fifteenth Reinforcements 40. Following are the names of the men sent. New Recruits. During the week 19 recruits who offered their services were declared medically fit. Ten men were sent to Trentham Camp yesterday, leaving No. 8 Area's shortage for the Fifteenth Reinforcements 40. Following are the names of the men sent. New Recruits. During the week 19 recruits who offered their services were declared medically fit. Ten men were sent to Trentham Camp yesterday, leaving No. 8 Area's shortage for the Fifteenth Reinforcements 40. Following are the names of the men sent. New Recruits. During the week 19 recruits who offered their services were declared medically fit. Ten men were sent to Trentham Camp yesterday, leaving No. 8 Area's shortage for the Fifteenth Reinforcements 40. Following are the names of the men sent. New Recruits. During the week 19 recruits who offered their services were declared medically fit. Ten men were sent to Trentham Camp yesterday, leaving No. 8 Area's shortage for the Fifteenth Reinforcements 40. Following are the names of the men sent. New Recruits. During the week 19 recruits who offered their services were declared medically fit. Ten men were sent to Trentham Camp yesterday, leaving No. 8 Area's shortage for the Fifteenth Reinforcements 40. Following are the names of the men sent. New Recruits. During the week 19 recruits who offered their services were declared medically fit. Ten men were sent to Trentham Camp yesterday, leaving No. 8 Area's shortage for the Fifteenth Reinforcements 40. Following are the names of the men sent. New Recruits. During the week 19 recruits who offered their services were declared medically fit. Ten men were sent to Trentham Camp yesterday, leaving No. 8 Area's shortage for the Fifteenth Reinforcements 40. Following are the names of the men sent. New Recruits. During the week 19 recruits who offered their services were declared medically fit. Ten men were sent to Trentham Camp yesterday, leaving No. 8 Area's shortage for the Fifteenth Reinforcements 40. Following are the names of the men sent. New Recruits. During the week 19 recruits who offered their services were declared medically fit. Ten men were sent to Trentham Camp yesterday, leaving No. 8 Area's shortage for the Fifteenth Reinforcements 40. Following are the names of the men sent. New Recruits. During the week 19 recruits who offered their services were declared medically fit. Ten men were sent to Trentham Camp yesterday, leaving No. 8 Area's shortage for the Fifteenth Reinforcements 40. Following are the names of the men sent. New Recruits. During the week 19 recruits who offered their services were declared medically fit. Ten men were sent to Trentham Camp yesterday, leaving No. 8 Area's shortage for the Fifteenth Reinforcements 40. Following are the names of the men sent. New Recruits. During the week 19 recruits who offered their services were declared medically fit. Ten men were sent to Trentham Camp yesterday, leaving No. 8 Area's shortage for the Fifteenth Reinforcements 40. Following are the names of the men sent. New Recruits. During the week 19 recruits who offered their services were declared medically fit. Ten men were sent to Trentham Camp yesterday, leaving No. 8 Area's shortage for the Fifteenth Reinforcements 40. Following are the names of the men sent. New Recruits. During the week 19 recruits who offered their services were declared medically fit. — [35, 144, 155, 876]
paragraph: dealt with the filling of the remaining three vacancies. The meeting instructed the incoming committee to have a suitable honours board erected in the school. — [996, 55, 1120, 81]
article-body — [436, 92, 566, 114]
headline-2: INFANTILE PARALYSIS — [590, 554, 692, 565]
page-number: 6 — [30, 8, 41, 33]
deck: CITY ROLLS TO BE PURGED — [52, 65, 138, 72]
headline-2: SPORTS ON GOOD FRIDAY — [167, 930, 285, 941]
deck-3: ONE MAN KILLED AND ANOTHER INJURED — [42, 1524, 148, 1540]
rule — [1033, 50, 1083, 51]
column-7 — [850, 44, 991, 1624]
headline-2: INFANTRYMEN WANTED — [40, 882, 150, 893]
column-6 — [710, 44, 851, 1624]
paragraph: The annual statutory meetings of householders convened for the purpose of reviewing the reports of the outgoing committees, and electing committees for the ensuing year, were held last evening. — [856, 92, 986, 118]
headline-2: SEATOUN — [1036, 524, 1080, 535]
headline-3: A SOLDIER'S MOTHER — [176, 1592, 276, 1603]
paragraph: "I seem to see a time in the future when we shall have a generation of children lacking in self-reliance, self-restraint, and endurance," said Mr. George Firth (headmaster of the South Wellington School) in an address to the annual meeting of school electors last evening. — [166, 105, 286, 144]
subhead: ENEMY SUBJECTS — [752, 75, 810, 82]
subhead: MATTERS OF INTEREST — [884, 75, 958, 82]
headline-3: EASTERN HUTT — [885, 1081, 957, 1092]
article-body-2: CITY'S DEBT, £1,953,046 The following is a synopsis of the receipts and expenditure of the City Council for the year. CITY'S DEBT, £1,953,046 The following is a synopsis of the receipts and expenditure of the City Council for the year. CITY'S DEBT, £1,953,046 The following is a synopsis of the receipts and expenditure of the City Council for the year. CITY'S DEBT, £1,953,046 The following is a synopsis of the receipts and expenditure of the City Council for the year. CITY'S DEBT, £1,953,046 The following is a synopsis of the receipts and expenditure of the City Council for the year. CITY'S DEBT, £1,953,046 The following is a synopsis of the receipts and expenditure of the City Council for the year. CITY'S DEBT, £1,953,046 The following is a synopsis of the receipts and expenditure of the City Council for the year. CITY'S DEBT, £1,953,046 The following is a synopsis of the receipts and expenditure of the City Council for the year. CITY'S DEBT, £1,953,046 The following is a synopsis of the receipts and expenditure of the City Council for the year. CITY'S DEBT, £1,953,046 The following is a synopsis of the receipts and expenditure of the City Council for the year. CITY'S DEBT, £1,953,046 The following is a synopsis of the receipts and expenditure of the City Council for the year. CITY'S DEBT, £1,953,046 The following is a synopsis of the receipts and expenditure of the City Council for the year. CITY'S DEBT, £1,953,046 The following is a synopsis of the receipts and expenditure of the City Council for the year. CITY'S DEBT, £1,953,046 The following is a synopsis of the receipts and expenditure of the City Council for the year. CITY'S DEBT, £1,953,046 The following is a synopsis of the receipts and expenditure of the City Council for the year. CITY'S DEBT, £1,953,046 The following is a synopsis of the receipts and expenditure of the City Council for the year. CITY'S DEBT, £1,953,046 The following is a synopsis of the receipts and expenditure of the City Council for the year. CITY'S DEBT, £1,953,046 The following is a synopsis of the receipts and expenditure of the City Council for the year. — [436, 467, 566, 732]
article-body-3: CITY'S DEBT, £1,953,046 The following is a synopsis of the receipts and expenditure of the City Council for the year. CITY'S DEBT, £1,953,046 The following is a synopsis of the receipts and expenditure of the City Council for the year. CITY'S DEBT, £1,953,046 The following is a synopsis of the receipts and expenditure of the City Council for the year. CITY'S DEBT, £1,953,046 The following is a synopsis of the receipts and expenditure of the City Council for the year. CITY'S DEBT, £1,953,046 The following is a synopsis of the receipts and expenditure of the City Council for the year. CITY'S DEBT, £1,953,046 The following is a synopsis of the receipts and expenditure of the City Council for the year. CITY'S DEBT, £1,953,046 The following is a synopsis of the receipts and expenditure of the City Council for the year. CITY'S DEBT, £1,953,046 The following is a synopsis of the receipts and expenditure of the City Council for the year. CITY'S DEBT, £1,953,046 The following is a synopsis of the receipts and expenditure of the City Council for the year. CITY'S DEBT, £1,953,046 The following is a synopsis of the receipts and expenditure of the City Council for the year. CITY'S DEBT, £1,953,046 The following is a synopsis of the receipts and expenditure of the City Council for the year. CITY'S DEBT, £1,953,046 The following is a synopsis of the receipts and expenditure of the City Council for the year. CITY'S DEBT, £1,953,046 The following is a synopsis of the receipts and expenditure of the City Council for the year. CITY'S DEBT, £1,953,046 The following is a synopsis of the receipts and expenditure of the City Council for the year. CITY'S DEBT, £1,953,046 The following is a synopsis of the receipts and expenditure of the City Council for the year. CITY'S DEBT, £1,953,046 The following is a synopsis of the receipts and expenditure of the City Council for the year. CITY'S DEBT, £1,953,046 The following is a synopsis of the receipts and expenditure of the City Council for the year. CITY'S DEBT, £1,953,046 The following is a synopsis of the receipts and expenditure of the City Council for the year. CITY'S DEBT, £1,953,046 The following is a synopsis of the receipts and expenditure of the City Council for the year. CITY'S DEBT, £1,953,046 The following is a synopsis of the receipts and expenditure of the City Council for the year. — [436, 768, 566, 1059]
deck-3: NEWS FROM GENERAL GODLEY — [311, 832, 411, 840]
article-continuation: dealt with the filling of the remaining three vacancies. The meeting instructed the incoming committee to have a suitable honours board erected in the school. dealt with the filling of the remaining three vacancies. The meeting instructed the incoming committee to have a suitable honours board erected in the school. dealt with the filling of the remaining three vacancies. The meeting instructed the incoming committee to have a suitable honours board erected in the school. dealt with the filling of the remaining three vacancies. The meeting instructed the incoming committee to have a suitable honours board erected in the school. dealt with the filling of the remaining three vacancies. The meeting instructed the incoming committee to have a suitable honours board erected in the school. dealt with the filling of the remaining three vacancies. The meeting instructed the incoming committee to have a suitable honours board erected in the school. dealt with the filling of the remaining three vacancies. The meeting instructed the incoming committee to have a suitable honours board erected in the school. dealt with the filling of the remaining three vacancies. The meeting instructed the incoming committee to have a suitable honours board erected in the school. dealt with the filling of the remaining three vacancies. The meeting instructed the incoming committee to have a suitable honours board erected in the school. dealt with the filling of the remaining three vacancies. The meeting instructed the incoming committee to have a suitable honours board erected in the school. dealt with the filling of the remaining three vacancies. The meeting instructed the incoming committee to have a suitable honours board erected in the school. dealt with the filling of the remaining three vacancies. The meeting instructed the incoming committee to have a suitable honours board erected in the school. dealt with the filling of the remaining three vacancies. The meeting instructed the incoming committee to have a suitable honours board erected in the school. dealt with the filling of the remaining three vacancies. The meeting instructed the incoming committee to have a suitable honours board erected in the school. dealt with the filling of the remaining three vacancies. The meeting instructed the incoming committee to have a suitable honours board erected in the school. dealt with the filling of the remaining three vacancies. The meeting instructed the incoming committee to have a suitable honours board erected in the school. dealt with the filling of the remaining three vacancies. The meeting instructed the incoming committee to have a suitable honours board erected in the school. dealt with the filling of the remaining three vacancies. The meeting instructed the incoming committee to have a suitable honours board erected in the school. dealt with the filling of the remaining three vacancies. The meeting instructed the incoming committee to have a suitable honours board erected in the school. dealt with the filling of the remaining three vacancies. The meeting instructed the incoming committee to have a suitable honours board erected in the school. dealt with the filling of the remaining three vacancies. The meeting instructed the incoming committee to have a suitable honours board erected in the school. dealt with the filling of the remaining three vacancies. The meeting instructed the incoming committee to have a suitable honours board erected in the school. — [996, 83, 1120, 518]
headline-2: ACCIDENTS & FATALITIES — [722, 462, 840, 473]
deck-2: CAPTAIN BUCK TAKES COMBATANT RANK — [304, 498, 418, 514]
deck: NEW APPOINTMENTS — [607, 65, 675, 72]
column-3 — [290, 44, 431, 1624]
subhead: A HEADMASTER'S WARNING — [181, 88, 271, 95]
deck: IS PARENTAL CONTROL WEAKENING? — [167, 78, 285, 85]
headline: NON-ARRIVAL OF THE ENDURANCE — [300, 50, 422, 75]
article-body — [996, 55, 1120, 81]
article-body — [576, 92, 706, 112]
newspaper-title: THE DOMINION, TUESDAY, APRIL 18, 1916. — [326, 8, 794, 32]
paragraph: Ten men were sent to Trentham Camp yesterday, leaving No. 8 Area's shortage for the Fifteenth Reinforcements 40. Following are the names of the men sent. — [35, 92, 155, 118]
deck-2: A PROTEST — [208, 943, 244, 951]
headline-2: ISLAND BAY — [893, 640, 949, 651]
deck: A PROSPEROUS YEAR — [467, 65, 535, 72]
paragraph: Lieutenant Stenhouse, of the Aurora, interviewed regarding the Shackleton's cable message, said the Endurance was not expected. — [296, 95, 426, 115]
article-continuation: The Minister of Agriculture announced that the amount paid to the farmers on wheat pool certificates amounts to £21,000,000. The Minister of Agriculture announced that the amount paid to the farmers on wheat pool certificates amounts to £21,000,000. The Minister of Agriculture announced that the amount paid to the farmers on wheat pool certificates amounts to £21,000,000. The Minister of Agriculture announced that the amount paid to the farmers on wheat pool certificates amounts to £21,000,000. The Minister of Agriculture announced that the amount paid to the farmers on wheat pool certificates amounts to £21,000,000. The Minister of Agriculture announced that the amount paid to the farmers on wheat pool certificates amounts to £21,000,000. The Minister of Agriculture announced that the amount paid to the farmers on wheat pool certificates amounts to £21,000,000. The Minister of Agriculture announced that the amount paid to the farmers on wheat pool certificates amounts to £21,000,000. The Minister of Agriculture announced that the amount paid to the farmers on wheat pool certificates amounts to £21,000,000. The Minister of Agriculture announced that the amount paid to the farmers on wheat pool certificates amounts to £21,000,000. The Minister of Agriculture announced that the amount paid to the farmers on wheat pool certificates amounts to £21,000,000. The Minister of Agriculture announced that the amount paid to the farmers on wheat pool certificates amounts to £21,000,000. The Minister of Agriculture announced that the amount paid to the farmers on wheat pool certificates amounts to £21,000,000. The Minister of Agriculture announced that the amount paid to the farmers on wheat pool certificates amounts to £21,000,000. The Minister of Agriculture announced that the amount paid to the farmers on wheat pool certificates amounts to £21,000,000. The Minister of Agriculture announced that the amount paid to the farmers on wheat pool certificates amounts to £21,000,000. The Minister of Agriculture announced that the amount paid to the farmers on wheat pool certificates amounts to £21,000,000. The Minister of Agriculture announced that the amount paid to the farmers on wheat pool certificates amounts to £21,000,000. The Minister of Agriculture announced that the amount paid to the farmers on wheat pool certificates amounts to £21,000,000. The Minister of Agriculture announced that the amount paid to the farmers on wheat pool certificates amounts to £21,000,000. The Minister of Agriculture announced that the amount paid to the farmers on wheat pool certificates amounts to £21,000,000. The Minister of Agriculture announced that the amount paid to the farmers on wheat pool certificates amounts to £21,000,000. — [716, 113, 846, 457]
deck-2: NEW ZEALAND'S QUOTA 1000 SHORT — [37, 895, 153, 903]
paragraph: The Minister of Agriculture announced that the amount paid to the farmers on wheat pool certificates amounts to £21,000,000. — [716, 92, 846, 112]
headline-2: DOMINION EXPORTS — [454, 444, 548, 455]
article-body-3: dealt with the filling of the remaining three vacancies. The meeting instructed the incoming committee to have a suitable honours board erected in the school. dealt with the filling of the remaining three vacancies. The meeting instructed the incoming committee to have a suitable honours board erected in the school. dealt with the filling of the remaining three vacancies. The meeting instructed the incoming committee to have a suitable honours board erected in the school. dealt with the filling of the remaining three vacancies. The meeting instructed the incoming committee to have a suitable honours board erected in the school. dealt with the filling of the remaining three vacancies. The meeting instructed the incoming committee to have a suitable honours board erected in the school. dealt with the filling of the remaining three vacancies. The meeting instructed the incoming committee to have a suitable honours board erected in the school. dealt with the filling of the remaining three vacancies. The meeting instructed the incoming committee to have a suitable honours board erected in the school. dealt with the filling of the remaining three vacancies. The meeting instructed the incoming committee to have a suitable honours board erected in the school. dealt with the filling of the remaining three vacancies. The meeting instructed the incoming committee to have a suitable honours board erected in the school. dealt with the filling of the remaining three vacancies. The meeting instructed the incoming committee to have a suitable honours board erected in the school. dealt with the filling of the remaining three vacancies. The meeting instructed the incoming committee to have a suitable honours board erected in the school. dealt with the filling of the remaining three vacancies. The meeting instructed the incoming committee to have a suitable honours board erected in the school. dealt with the filling of the remaining three vacancies. The meeting instructed the incoming committee to have a suitable honours board erected in the school. dealt with the filling of the remaining three vacancies. The meeting instructed the incoming committee to have a suitable honours board erected in the school. dealt with the filling of the remaining three vacancies. The meeting instructed the incoming committee to have a suitable honours board erected in the school. dealt with the filling of the remaining three vacancies. The meeting instructed the incoming committee to have a suitable honours board erected in the school. dealt with the filling of the remaining three vacancies. The meeting instructed the incoming committee to have a suitable honours board erected in the school. dealt with the filling of the remaining three vacancies. The meeting instructed the incoming committee to have a suitable honours board erected in the school. dealt with the filling of the remaining three vacancies. The meeting instructed the incoming committee to have a suitable honours board erected in the school. dealt with the filling of the remaining three vacancies. The meeting instructed the incoming committee to have a suitable honours board erected in the school. — [996, 912, 1120, 1308]
rule — [71, 87, 119, 88]
headline: THE FIBRE OF OUR NATION — [173, 50, 279, 75]
deck-3: AUSTRALIAN CASUALTIES — [739, 792, 823, 800]
article-continuation: CITY'S DEBT, £1,953,046 The following is a synopsis of the receipts and expenditure of the City Council for the year. CITY'S DEBT, £1,953,046 The following is a synopsis of the receipts and expenditure of the City Council for the year. CITY'S DEBT, £1,953,046 The following is a synopsis of the receipts and expenditure of the City Council for the year. CITY'S DEBT, £1,953,046 The following is a synopsis of the receipts and expenditure of the City Council for the year. CITY'S DEBT, £1,953,046 The following is a synopsis of the receipts and expenditure of the City Council for the year. CITY'S DEBT, £1,953,046 The following is a synopsis of the receipts and expenditure of the City Council for the year. CITY'S DEBT, £1,953,046 The following is a synopsis of the receipts and expenditure of the City Council for the year. CITY'S DEBT, £1,953,046 The following is a synopsis of the receipts and expenditure of the City Council for the year. CITY'S DEBT, £1,953,046 The following is a synopsis of the receipts and expenditure of the City Council for the year. CITY'S DEBT, £1,953,046 The following is a synopsis of the receipts and expenditure of the City Council for the year. CITY'S DEBT, £1,953,046 The following is a synopsis of the receipts and expenditure of the City Council for the year. CITY'S DEBT, £1,953,046 The following is a synopsis of the receipts and expenditure of the City Council for the year. CITY'S DEBT, £1,953,046 The following is a synopsis of the receipts and expenditure of the City Council for the year. CITY'S DEBT, £1,953,046 The following is a synopsis of the receipts and expenditure of the City Council for the year. CITY'S DEBT, £1,953,046 The following is a synopsis of the receipts and expenditure of the City Council for the year. CITY'S DEBT, £1,953,046 The following is a synopsis of the receipts and expenditure of the City Council for the year. CITY'S DEBT, £1,953,046 The following is a synopsis of the receipts and expenditure of the City Council for the year. CITY'S DEBT, £1,953,046 The following is a synopsis of the receipts and expenditure of the City Council for the year. CITY'S DEBT, £1,953,046 The following is a synopsis of the receipts and expenditure of the City Council for the year. CITY'S DEBT, £1,953,046 The following is a synopsis of the receipts and expenditure of the City Council for the year. CITY'S DEBT, £1,953,046 The following is a synopsis of the receipts and expenditure of the City Council for the year. CITY'S DEBT, £1,953,046 The following is a synopsis of the receipts and expenditure of the City Council for the year. — [436, 115, 566, 439]
column-5 — [570, 44, 711, 1624]
deck: LIEUT. STENHOUSE'S OPINION — [314, 78, 408, 85]
article-body-3: The annual statutory meetings of householders convened for the purpose of reviewing the reports of the outgoing committees, and electing committees for the ensuing year, were held last evening. The annual statutory meetings of householders convened for the purpose of reviewing the reports of the outgoing committees, and electing committees for the ensuing year, were held last evening. The annual statutory meetings of householders convened for the purpose of reviewing the reports of the outgoing committees, and electing committees for the ensuing year, were held last evening. The annual statutory meetings of householders convened for the purpose of reviewing the reports of the outgoing committees, and electing committees for the ensuing year, were held last evening. The annual statutory meetings of householders convened for the purpose of reviewing the reports of the outgoing committees, and electing committees for the ensuing year, were held last evening. The annual statutory meetings of householders convened for the purpose of reviewing the reports of the outgoing committees, and electing committees for the ensuing year, were held last evening. The annual statutory meetings of householders convened for the purpose of reviewing the reports of the outgoing committees, and electing committees for the ensuing year, were held last evening. The annual statutory meetings of householders convened for the purpose of reviewing the reports of the outgoing committees, and electing committees for the ensuing year, were held last evening. The annual statutory meetings of householders convened for the purpose of reviewing the reports of the outgoing committees, and electing committees for the ensuing year, were held last evening. The annual statutory meetings of householders convened for the purpose of reviewing the reports of the outgoing committees, and electing committees for the ensuing year, were held last evening. The annual statutory meetings of householders convened for the purpose of reviewing the reports of the outgoing committees, and electing committees for the ensuing year, were held last evening. The annual statutory meetings of householders convened for the purpose of reviewing the reports of the outgoing committees, and electing committees for the ensuing year, were held last evening. The annual statutory meetings of householders convened for the purpose of reviewing the reports of the outgoing committees, and electing committees for the ensuing year, were held last evening. The annual statutory meetings of householders convened for the purpose of reviewing the reports of the outgoing committees, and electing committees for the ensuing year, were held last evening. The annual statutory meetings of householders convened for the purpose of reviewing the reports of the outgoing committees, and electing committees for the ensuing year, were held last evening. The annual statutory meetings of householders convened for the purpose of reviewing the reports of the outgoing committees, and electing committees for the ensuing year, were held last evening. The annual statutory meetings of householders convened for the purpose of reviewing the reports of the outgoing committees, and electing committees for the ensuing year, were held last evening. The annual statutory meetings of householders convened for the purpose of reviewing the reports of the outgoing committees, and electing committees for the ensuing year, were held last evening. The annual statutory meetings of householders convened for the purpose of reviewing the reports of the outgoing committees, and electing committees for the ensuing year, were held last evening. The annual statutory meetings of householders convened for the purpose of reviewing the reports of the outgoing committees, and electing committees for the ensuing year, were held last evening. — [856, 1094, 986, 1563]
headline-3: SOLDIER KILLED BY A FALL — [578, 940, 704, 951]
article-body-2: Ten men were sent to Trentham Camp yesterday, leaving No. 8 Area's shortage for the Fifteenth Reinforcements 40. Following are the names of the men sent. New Recruits. During the week 19 recruits who offered their services were declared medically fit. Ten men were sent to Trentham Camp yesterday, leaving No. 8 Area's shortage for the Fifteenth Reinforcements 40. Following are the names of the men sent. New Recruits. During the week 19 recruits who offered their services were declared medically fit. Ten men were sent to Trentham Camp yesterday, leaving No. 8 Area's shortage for the Fifteenth Reinforcements 40. Following are the names of the men sent. New Recruits. During the week 19 recruits who offered their services were declared medically fit. Ten men were sent to Trentham Camp yesterday, leaving No. 8 Area's shortage for the Fifteenth Reinforcements 40. Following are the names of the men sent. New Recruits. During the week 19 recruits who offered their services were declared medically fit. Ten men were sent to Trentham Camp yesterday, leaving No. 8 Area's shortage for the Fifteenth Reinforcements 40. Following are the names of the men sent. New Recruits. During the week 19 recruits who offered their services were declared medically fit. Ten men were sent to Trentham Camp yesterday, leaving No. 8 Area's shortage for the Fifteenth Reinforcements 40. Following are the names of the men sent. New Recruits. During the week 19 recruits who offered their services were declared medically fit. Ten men were sent to Trentham Camp yesterday, leaving No. 8 Area's shortage for the Fifteenth Reinforcements 40. Following are the names of the men sent. New Recruits. During the week 19 recruits who offered their services were declared medically fit. Ten men were sent to Trentham Camp yesterday, leaving No. 8 Area's shortage for the Fifteenth Reinforcements 40. Following are the names of the men sent. New Recruits. During the week 19 recruits who offered their services were declared medically fit. Ten men were sent to Trentham Camp yesterday, leaving No. 8 Area's shortage for the Fifteenth Reinforcements 40. Following are the names of the men sent. New Recruits. During the week 19 recruits who offered their services were declared medically fit. Ten men were sent to Trentham Camp yesterday, leaving No. 8 Area's shortage for the Fifteenth Reinforcements 40. Following are the names of the men sent. New Recruits. During the week 19 recruits who offered their services were declared medically fit. Ten men were sent to Trentham Camp yesterday, leaving No. 8 Area's shortage for the Fifteenth Reinforcements 40. Following are the names of the men sent. New Recruits. During the week 19 recruits who offered their services were declared medically fit. Ten men were sent to Trentham Camp yesterday, leaving No. 8 Area's shortage for the Fifteenth Reinforcements 40. Following are the names of the men sent. New Recruits. During the week 19 recruits who offered their services were declared medically fit. Ten men were sent to Trentham Camp yesterday, leaving No. 8 Area's shortage for the Fifteenth Reinforcements 40. Following are the names of the men sent. New Recruits. During the week 19 recruits who offered their services were declared medically fit. Ten men were sent to Trentham Camp yesterday, leaving No. 8 Area's shortage for the Fifteenth Reinforcements 40. Following are the names of the men sent. New Recruits. During the week 19 recruits who offered their services were declared medically fit. Ten men were sent to Trentham Camp yesterday, leaving No. 8 Area's shortage for the Fifteenth Reinforcements 40. Following are the names of the men sent. New Recruits. During the week 19 recruits who offered their services were declared medically fit. Ten men were sent to Trentham Camp yesterday, leaving No. 8 Area's shortage for the Fifteenth Reinforcements 40. Following are the names of the men sent. New Recruits. During the week 19 recruits who offered their services were declared medically fit. Ten men were sent to Trentham Camp yesterday, leaving No. 8 Area's shortage for the Fifteenth Reinforcements 40. Following are the names of the men sent. New Recruits. During the week 19 recruits who offered their services were declared medically fit. Ten men were sent to Trentham Camp yesterday, leaving No. 8 Area's shortage for the Fifteenth Reinforcements 40. Following are the names of the men sent. New Recruits. During the week 19 recruits who offered their services were declared medically fit. — [35, 905, 155, 1505]
article-body — [716, 92, 846, 112]
subhead: THE LATEST RECRUITS — [59, 75, 131, 82]
rule — [755, 87, 807, 88]
column-4 — [430, 44, 571, 1624]
article-continuation: The annual statutory meetings of householders convened for the purpose of reviewing the reports of the outgoing committees, and electing committees for the ensuing year, were held last evening. The annual statutory meetings of householders convened for the purpose of reviewing the reports of the outgoing committees, and electing committees for the ensuing year, were held last evening. The annual statutory meetings of householders convened for the purpose of reviewing the reports of the outgoing committees, and electing committees for the ensuing year, were held last evening. The annual statutory meetings of householders convened for the purpose of reviewing the reports of the outgoing committees, and electing committees for the ensuing year, were held last evening. The annual statutory meetings of householders convened for the purpose of reviewing the reports of the outgoing committees, and electing committees for the ensuing year, were held last evening. The annual statutory meetings of householders convened for the purpose of reviewing the reports of the outgoing committees, and electing committees for the ensuing year, were held last evening. The annual statutory meetings of householders convened for the purpose of reviewing the reports of the outgoing committees, and electing committees for the ensuing year, were held last evening. The annual statutory meetings of householders convened for the purpose of reviewing the reports of the outgoing committees, and electing committees for the ensuing year, were held last evening. The annual statutory meetings of householders convened for the purpose of reviewing the reports of the outgoing committees, and electing committees for the ensuing year, were held last evening. The annual statutory meetings of householders convened for the purpose of reviewing the reports of the outgoing committees, and electing committees for the ensuing year, were held last evening. The annual statutory meetings of householders convened for the purpose of reviewing the reports of the outgoing committees, and electing committees for the ensuing year, were held last evening. The annual statutory meetings of householders convened for the purpose of reviewing the reports of the outgoing committees, and electing committees for the ensuing year, were held last evening. The annual statutory meetings of householders convened for the purpose of reviewing the reports of the outgoing committees, and electing committees for the ensuing year, were held last evening. The annual statutory meetings of householders convened for the purpose of reviewing the reports of the outgoing committees, and electing committees for the ensuing year, were held last evening. The annual statutory meetings of householders convened for the purpose of reviewing the reports of the outgoing committees, and electing committees for the ensuing year, were held last evening. The annual statutory meetings of householders convened for the purpose of reviewing the reports of the outgoing committees, and electing committees for the ensuing year, were held last evening. The annual statutory meetings of householders convened for the purpose of reviewing the reports of the outgoing committees, and electing committees for the ensuing year, were held last evening. The annual statutory meetings of householders convened for the purpose of reviewing the reports of the outgoing committees, and electing committees for the ensuing year, were held last evening. The annual statutory meetings of householders convened for the purpose of reviewing the reports of the outgoing committees, and electing committees for the ensuing year, were held last evening. The annual statutory meetings of householders convened for the purpose of reviewing the reports of the outgoing committees, and electing committees for the ensuing year, were held last evening. The annual statutory meetings of householders convened for the purpose of reviewing the reports of the outgoing committees, and electing committees for the ensuing year, were held last evening. The annual statutory meetings of householders convened for the purpose of reviewing the reports of the outgoing committees, and electing committees for the ensuing year, were held last evening. — [856, 120, 986, 635]
column-8 — [990, 44, 1125, 1624]
article-body-2: The annual statutory meetings of householders convened for the purpose of reviewing the reports of the outgoing committees, and electing committees for the ensuing year, were held last evening. The annual statutory meetings of householders convened for the purpose of reviewing the reports of the outgoing committees, and electing committees for the ensuing year, were held last evening. The annual statutory meetings of householders convened for the purpose of reviewing the reports of the outgoing committees, and electing committees for the ensuing year, were held last evening. The annual statutory meetings of householders convened for the purpose of reviewing the reports of the outgoing committees, and electing committees for the ensuing year, were held last evening. The annual statutory meetings of householders convened for the purpose of reviewing the reports of the outgoing committees, and electing committees for the ensuing year, were held last evening. The annual statutory meetings of householders convened for the purpose of reviewing the reports of the outgoing committees, and electing committees for the ensuing year, were held last evening. The annual statutory meetings of householders convened for the purpose of reviewing the reports of the outgoing committees, and electing committees for the ensuing year, were held last evening. The annual statutory meetings of householders convened for the purpose of reviewing the reports of the outgoing committees, and electing committees for the ensuing year, were held last evening. The annual statutory meetings of householders convened for the purpose of reviewing the reports of the outgoing committees, and electing committees for the ensuing year, were held last evening. The annual statutory meetings of householders convened for the purpose of reviewing the reports of the outgoing committees, and electing committees for the ensuing year, were held last evening. The annual statutory meetings of householders convened for the purpose of reviewing the reports of the outgoing committees, and electing committees for the ensuing year, were held last evening. The annual statutory meetings of householders convened for the purpose of reviewing the reports of the outgoing committees, and electing committees for the ensuing year, were held last evening. The annual statutory meetings of householders convened for the purpose of reviewing the reports of the outgoing committees, and electing committees for the ensuing year, were held last evening. The annual statutory meetings of householders convened for the purpose of reviewing the reports of the outgoing committees, and electing committees for the ensuing year, were held last evening. The annual statutory meetings of householders convened for the purpose of reviewing the reports of the outgoing committees, and electing committees for the ensuing year, were held last evening. The annual statutory meetings of householders convened for the purpose of reviewing the reports of the outgoing committees, and electing committees for the ensuing year, were held last evening. The annual statutory meetings of householders convened for the purpose of reviewing the reports of the outgoing committees, and electing committees for the ensuing year, were held last evening. The annual statutory meetings of householders convened for the purpose of reviewing the reports of the outgoing committees, and electing committees for the ensuing year, were held last evening. — [856, 653, 986, 1076]
paragraph: The following is a synopsis of the receipts and expenditure of the City Council for the year. — [436, 100, 566, 114]
rule — [202, 100, 250, 101]
subhead: FULL LIST OF CHANGES — [603, 75, 679, 82]
